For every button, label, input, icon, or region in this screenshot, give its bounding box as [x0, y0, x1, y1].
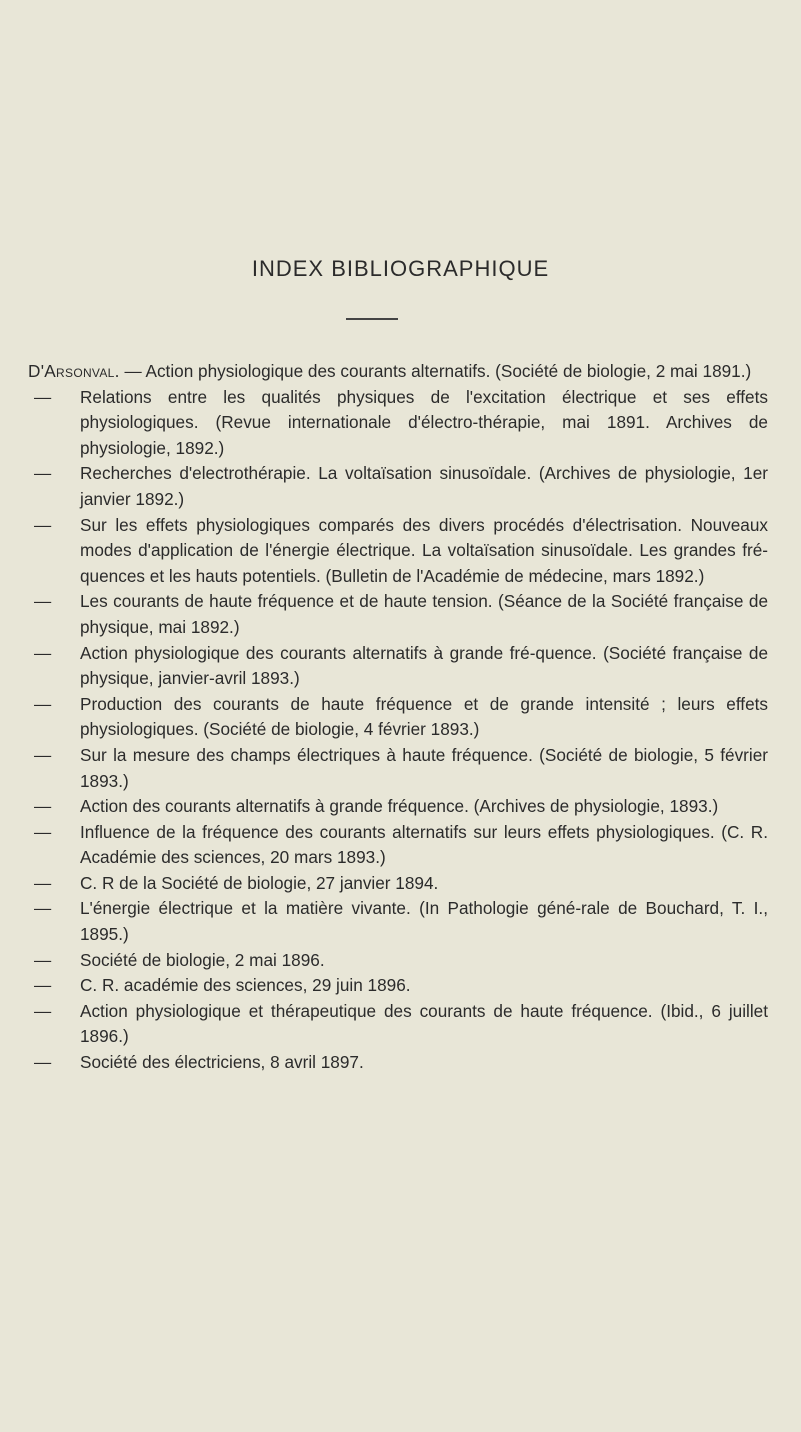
entry-dash: — [34, 693, 52, 714]
entry-text: Recherches d'electrothérapie. La voltaïsation sinusoïdale. (Archives de physiologie, 1er janvier 1892.) [80, 463, 768, 509]
list-item [28, 794, 768, 820]
list-item [28, 948, 768, 974]
list-item [28, 513, 768, 590]
entry-dash: — [34, 642, 52, 663]
entry-text: Action physiologique des courants alternatifs à grande fré-quence. (Société française de physique, janvier-avril 1893.) [80, 642, 768, 689]
entry-separator: — [119, 361, 146, 381]
list-item [28, 973, 768, 999]
entry-dash: — [34, 898, 52, 919]
entry-text: Action physiologique et thérapeutique des courants de haute fréquence. (Ibid., 6 juillet 1896.) [80, 1000, 768, 1047]
entry-dash: — [34, 744, 52, 765]
entry-text: Société de biologie, 2 mai 1896. [80, 949, 325, 970]
entry-text: Sur la mesure des champs électriques à haute fréquence. (Société de biologie, 5 février 1893.) [80, 744, 768, 791]
entry-text: L'énergie électrique et la matière vivante. (In Pathologie géné-rale de Bouchard, T. I., 1895.) [80, 898, 768, 945]
entry-text: C. R. académie des sciences, 29 juin 1896. [80, 975, 411, 996]
entry-text: Relations entre les qualités physiques de l'excitation électrique et ses effets physiologiques. (Revue internationale d'électro-thérapie, mai 1891. Archives de physiologie, 1892.) [80, 386, 768, 458]
author-name: D'Arsonval. [28, 361, 120, 381]
page-title: INDEX BIBLIOGRAPHIQUE [251, 256, 550, 281]
entry-text: Production des courants de haute fréquence et de grande intensité ; leurs effets physiologiques. (Société de biologie, 4 février 1893.) [80, 693, 768, 740]
entry-dash: — [34, 514, 52, 535]
bibliography-list [28, 359, 768, 1076]
list-item [28, 1050, 768, 1076]
entry-dash: — [34, 796, 52, 817]
list-item [28, 641, 768, 692]
entry-text: Les courants de haute fréquence et de haute tension. (Séance de la Société française de physique, mai 1892.) [80, 591, 768, 637]
list-item [28, 692, 768, 743]
list-item [28, 871, 768, 897]
entry-dash: — [34, 463, 52, 484]
entry-dash: — [34, 591, 52, 612]
list-item [28, 896, 768, 947]
entry-dash: — [34, 975, 52, 996]
list-item [28, 359, 768, 385]
entry-dash: — [34, 1052, 52, 1073]
entry-text: Influence de la fréquence des courants alternatifs sur leurs effets physiologiques. (C. R. Académie des sciences, 20 mars 1893.) [80, 821, 768, 868]
entry-dash: — [34, 1000, 52, 1021]
entry-text: C. R de la Société de biologie, 27 janvier 1894. [80, 872, 439, 893]
entry-text: Sur les effets physiologiques comparés des divers procédés d'électrisation. Nouveaux modes d'application de l'énergie électrique. La voltaïsation sinusoïdale. Les grandes fré-quences et les hauts potentiels. (Bulletin de l'Académie de médecine, mars 1892.) [80, 514, 768, 586]
entry-dash: — [34, 386, 52, 407]
entry-text: Action des courants alternatifs à grande fréquence. (Archives de physiologie, 1893.) [80, 796, 719, 817]
list-item [28, 743, 768, 794]
list-item [28, 385, 768, 462]
entry-text: Société des électriciens, 8 avril 1897. [80, 1052, 364, 1073]
list-item [28, 999, 768, 1050]
list-item [28, 589, 768, 640]
entry-dash: — [34, 872, 52, 893]
title-divider [346, 318, 398, 320]
entry-dash: — [34, 821, 52, 842]
entry-dash: — [34, 949, 52, 970]
list-item [28, 820, 768, 871]
entry-text: Action physiologique des courants alternatifs. (Société de biologie, 2 mai 1891.) [145, 361, 752, 381]
list-item [28, 461, 768, 512]
